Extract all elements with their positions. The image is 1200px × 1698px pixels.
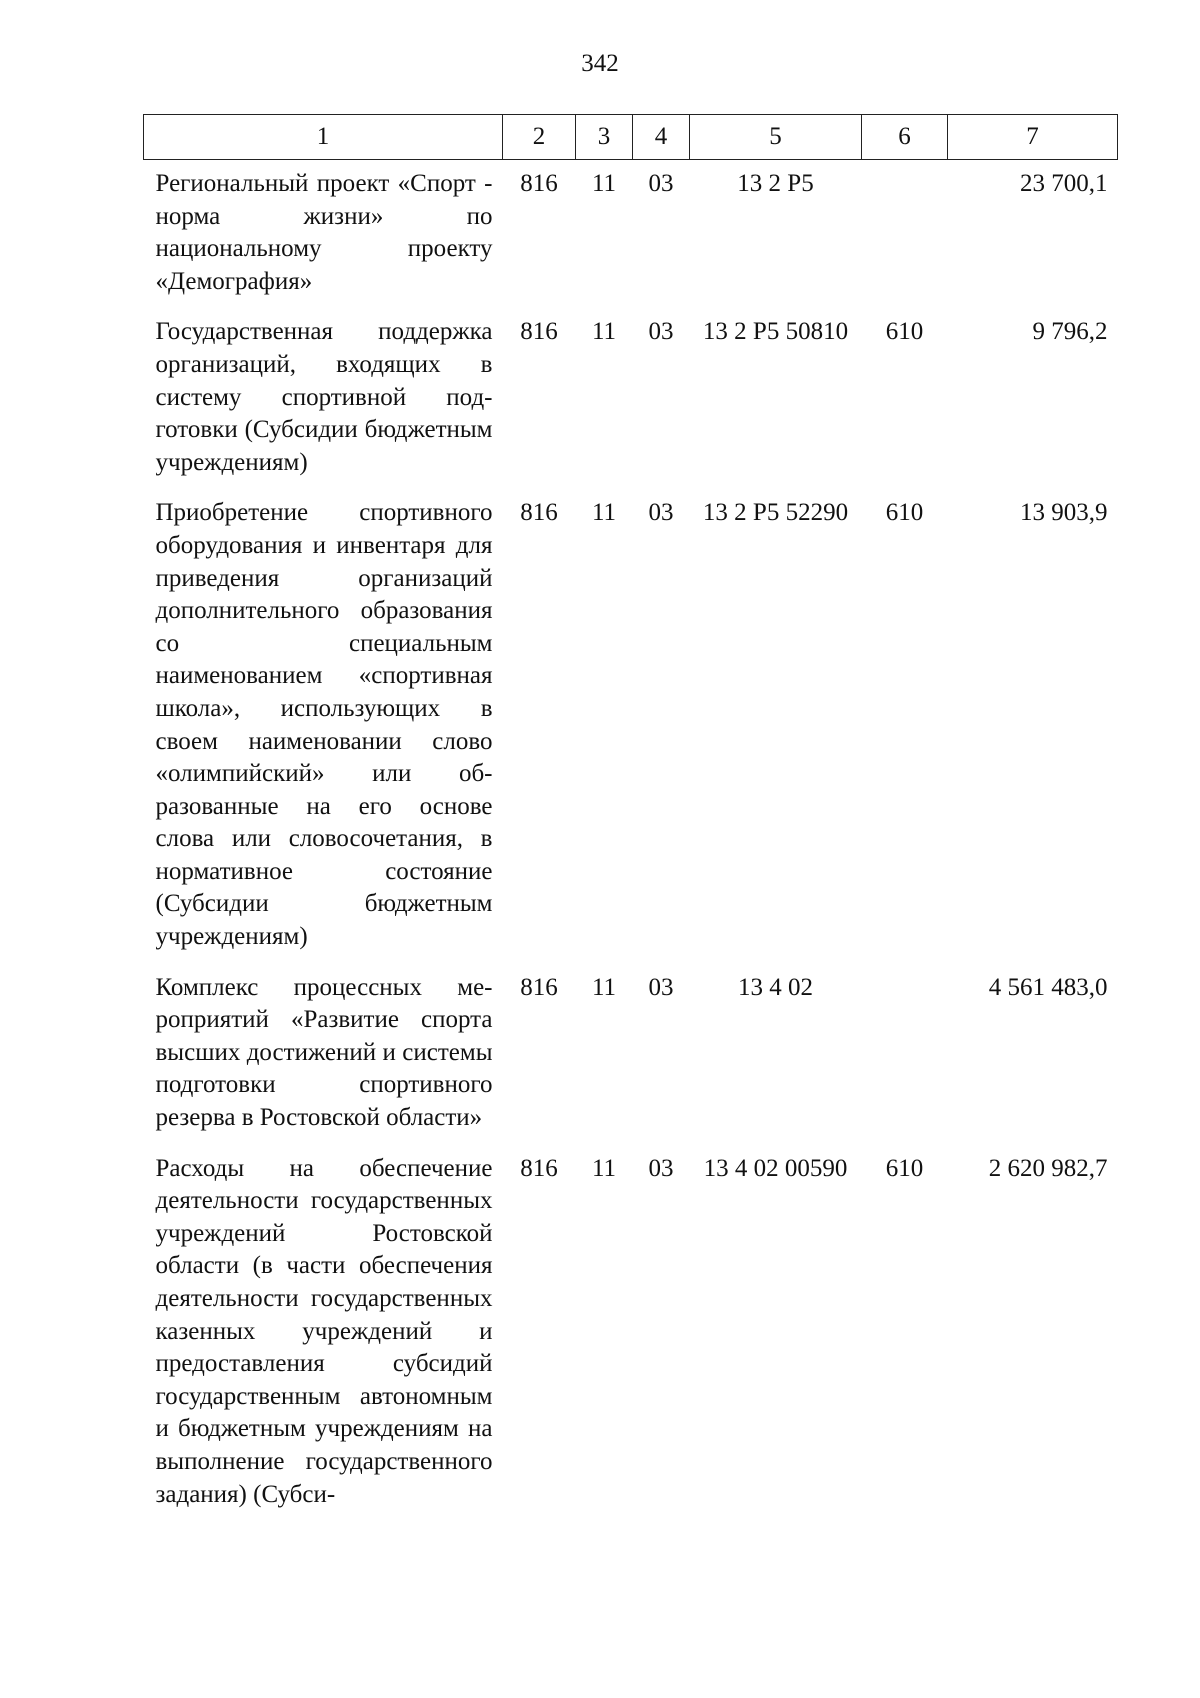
row-col5: 13 2 P5 (737, 170, 814, 197)
row-col2: 816 (520, 1154, 558, 1182)
row-col4: 03 (648, 1154, 674, 1182)
row-col5: 13 4 02 00590 (703, 1154, 848, 1182)
page-number: 342 (581, 50, 619, 77)
row-col7: 2 620 982,7 (988, 1154, 1108, 1182)
row-col4: 03 (648, 170, 674, 197)
row-col5: 13 2 P5 52290 (702, 499, 849, 527)
row-description: Расходы на обеспечение деятельности государственных учреждений Ростовской области (в части обеспечения деятельности государственных казенных учреждений и предоставления субсидий государственным автономным и бюджетным учреждениям на выполнение государственного задания) (Субси- (155, 1154, 493, 1508)
row-col6: 610 (885, 318, 924, 346)
budget-table (143, 114, 1118, 1519)
row-col7: 4 561 483,0 (988, 973, 1108, 1001)
row-col2: 816 (520, 973, 558, 1001)
row-col3: 11 (591, 318, 617, 346)
row-col6: 610 (885, 499, 924, 527)
row-description: Приобретение спортивного оборудования и инвентаря для приведения организаций дополнительного образования со специальным наименованием «спортивная школа», использующих в своем наименовании слово «олимпийский» или образованные на его основе слова или словосочетания, в нормативное состояние (Субсидии бюджетным учреждениям) (155, 499, 493, 951)
table-row (144, 306, 1118, 487)
column-header: 2 (503, 115, 576, 160)
row-col2: 816 (520, 318, 558, 346)
row-col5: 13 4 02 (738, 973, 813, 1001)
table-header-row (144, 115, 1118, 160)
column-header: 4 (633, 115, 690, 160)
row-description: Государственная поддержка организаций, входящих в систему спортивной подготовки (Субсидии бюджетным учреждениям) (155, 318, 493, 476)
column-header: 7 (948, 115, 1118, 160)
table-row (144, 1143, 1118, 1520)
row-col7: 13 903,9 (1020, 499, 1108, 527)
row-col6: 610 (885, 1154, 924, 1182)
table-row (144, 962, 1118, 1143)
column-header: 1 (144, 115, 503, 160)
row-description: Комплекс процессных мероприятий «Развитие спорта высших достижений и системы подготовки спортивного резерва в Ростовской области» (155, 973, 493, 1132)
row-col3: 11 (591, 499, 617, 527)
row-col3: 11 (591, 973, 617, 1001)
row-description: Региональный проект «Спорт - норма жизни» по национальному проекту «Демография» (155, 170, 493, 295)
row-col4: 03 (648, 973, 674, 1001)
column-header: 3 (576, 115, 633, 160)
column-header: 6 (862, 115, 948, 160)
row-col2: 816 (520, 170, 558, 197)
row-col5: 13 2 P5 50810 (702, 318, 849, 346)
row-col7: 23 700,1 (1020, 170, 1108, 197)
column-header: 5 (690, 115, 862, 160)
row-col4: 03 (648, 499, 674, 527)
row-col6 (862, 962, 948, 1143)
row-col7: 9 796,2 (1032, 318, 1108, 346)
row-col6 (862, 160, 948, 307)
table-row (144, 160, 1118, 307)
row-col3: 11 (591, 170, 617, 197)
table-row (144, 487, 1118, 961)
row-col2: 816 (520, 499, 558, 527)
row-col4: 03 (648, 318, 674, 346)
row-col3: 11 (591, 1154, 617, 1182)
